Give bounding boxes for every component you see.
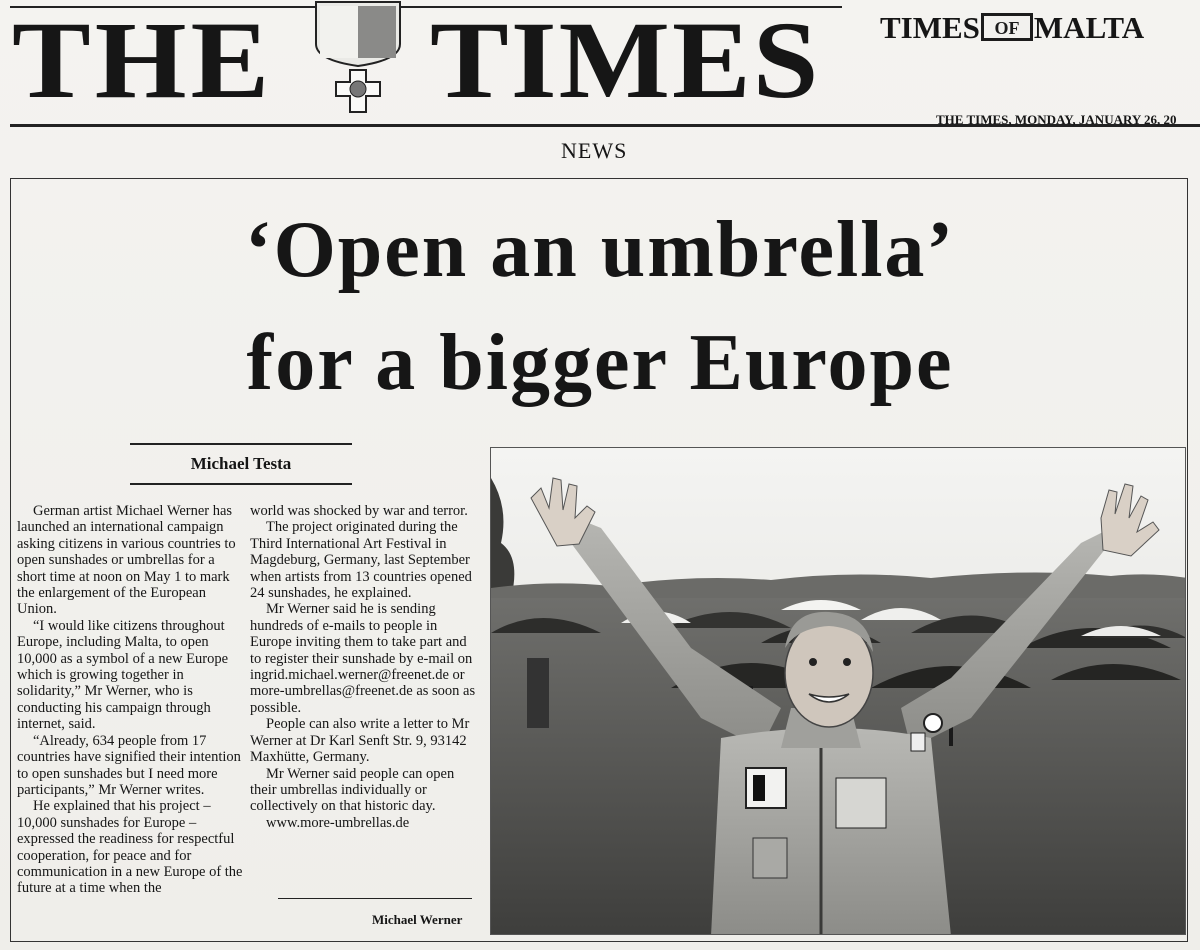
section-label: NEWS — [561, 138, 628, 163]
column1-paragraph: “Already, 634 people from 17 countries have signified their intention to open sunshades but I need more participants,” Mr Werner writes. — [17, 732, 241, 798]
column2-paragraph: Mr Werner said people can open their umbrellas individually or collectively on that historic day. — [250, 765, 455, 815]
article-column-2 — [250, 503, 476, 831]
photo-caption: Michael Werner — [372, 912, 463, 927]
website-url: www.more-umbrellas.de — [266, 814, 410, 831]
column1-paragraph: He explained that his project – 10,000 sunshades for Europe – expressed the readiness for respectful cooperation, for peace and for communication in a new Europe of the future at a time when the — [17, 798, 243, 897]
masthead-title-times: TIMES — [430, 0, 821, 122]
masthead-title-the: THE — [12, 0, 274, 122]
byline-top-rule — [130, 443, 352, 445]
logo-of-emblem-icon — [980, 12, 1034, 42]
headline-line-1: ‘Open an umbrella’ — [244, 206, 956, 294]
column1-paragraph: “I would like citizens throughout Europe, including Malta, to open 10,000 as a symbol of a new Europe which is growing together in solidarity,” Mr Werner, who is conducting his campaign through internet, said. — [17, 617, 229, 733]
logo-word-of: OF — [994, 18, 1020, 38]
logo-word-times: TIMES — [880, 10, 980, 45]
column2-paragraph: Mr Werner said he is sending hundreds of e-mails to people in Europe inviting them to take part and to register their sunshade by e-mail on ingrid.michael.werner@freenet.de or more-umbrellas@freenet.de as soon as possible. — [250, 601, 476, 716]
column2-paragraph: The project originated during the Third International Art Festival in Magdeburg, Germany, last September when artists from 13 countries opened 24 sunshades, he explained. — [250, 519, 472, 602]
column1-paragraph: German artist Michael Werner has launched an international campaign asking citizens in various countries to open sunshades or umbrellas for a short time at noon on May 1 to mark the enlargement of the European Union. — [17, 503, 236, 618]
byline: Michael Testa — [190, 454, 292, 473]
article-column-1 — [17, 503, 243, 897]
dateline: THE TIMES, MONDAY, JANUARY 26, 20 — [936, 112, 1177, 127]
headline-line-2: for a bigger Europe — [246, 319, 954, 407]
byline-bottom-rule — [130, 483, 352, 485]
article-photo — [490, 447, 1186, 935]
column2-paragraph: world was shocked by war and terror. — [250, 503, 468, 519]
times-of-malta-logo — [880, 10, 1144, 46]
masthead-crest-icon — [306, 0, 410, 124]
column2-paragraph: People can also write a letter to Mr Werner at Dr Karl Senft Str. 9, 93142 Maxhütte, Germany. — [250, 716, 470, 766]
logo-word-malta: MALTA — [1033, 10, 1145, 45]
photo-artist-with-umbrellas — [491, 448, 1186, 935]
caption-rule — [278, 898, 472, 899]
